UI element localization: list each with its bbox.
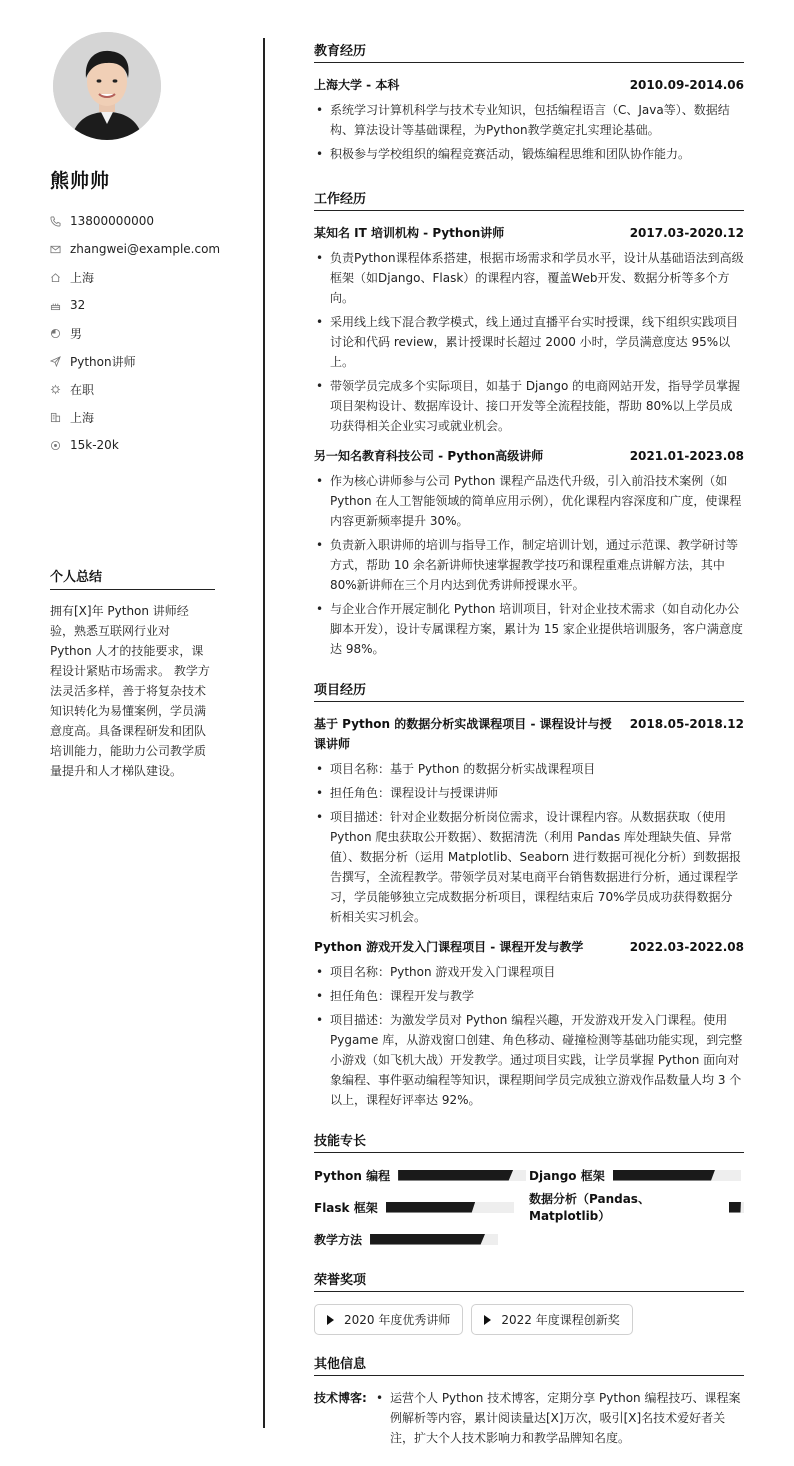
project-entry [314, 714, 744, 927]
work-title: 工作经历 [314, 188, 744, 211]
skills-list [314, 1165, 744, 1249]
contact-info-list [50, 207, 220, 459]
status-icon [50, 384, 61, 395]
skill-bar-fill [613, 1170, 715, 1181]
info-row-position [50, 347, 220, 375]
status-text: 在职 [70, 382, 95, 397]
location-text: 上海 [70, 410, 95, 425]
skill-bar [370, 1234, 498, 1245]
gender-icon [50, 328, 61, 339]
project-title: Python 游戏开发入门课程项目 - 课程开发与教学 [314, 940, 584, 954]
award-label: 2020 年度优秀讲师 [344, 1313, 451, 1327]
info-row-status [50, 375, 220, 403]
list-item: • 项目描述：为激发学员对 Python 编程兴趣，开发游戏开发入门课程。使用 Pygame 库，从游戏窗口创建、角色移动、碰撞检测等基础功能实现，到完整小游戏（如飞机大战）开发教学。通过项目实践，让学员掌握 Python 面向对象编程、事件驱动编程等知识，课程期间学员完成独立游戏作品数量人均 3 个以上，课程好评率达 92%。 [314, 1010, 744, 1110]
list-item: • 负责Python课程体系搭建，根据市场需求和学员水平，设计从基础语法到高级框架（如Django、Flask）的课程内容，覆盖Web开发、数据分析等多个方向。 [314, 248, 744, 308]
skill-bar-fill [386, 1202, 476, 1213]
education-section [314, 40, 744, 164]
school-name: 上海大学 - 本科 [314, 78, 400, 92]
avatar-portrait-icon [53, 32, 161, 140]
award-label: 2022 年度课程创新奖 [501, 1313, 620, 1327]
send-icon [50, 356, 61, 367]
other-entry [314, 1388, 744, 1448]
skill-item [529, 1192, 744, 1223]
skill-bar-fill [729, 1202, 741, 1213]
education-entry-header [314, 75, 744, 95]
project-date: 2018.05-2018.12 [629, 717, 744, 731]
city-text: 上海 [70, 270, 95, 285]
skill-bar-fill [398, 1170, 513, 1181]
mail-icon [50, 244, 61, 255]
main-column [314, 40, 744, 1448]
list-item: • 运营个人 Python 技术博客，定期分享 Python 编程技巧、课程案例解析等内容，累计阅读量达[X]万次，吸引[X]名技术爱好者关注，扩大个人技术影响力和教学品牌知名度。 [374, 1388, 744, 1448]
project-entry-header [314, 937, 744, 957]
skills-title: 技能专长 [314, 1130, 744, 1153]
list-item: • 与企业合作开展定制化 Python 培训项目，针对企业技术需求（如自动化办公脚本开发），设计专属课程方案，累计为 15 家企业提供培训服务，客户满意度达 98%。 [314, 599, 744, 659]
awards-section [314, 1269, 744, 1335]
salary-text: 15k-20k [70, 438, 119, 452]
list-item: • 带领学员完成多个实际项目，如基于 Django 的电商网站开发，指导学员掌握项目架构设计、数据库设计、接口开发等全流程技能，帮助 80%以上学员成功获得相关企业实习或就业机会。 [314, 376, 744, 436]
skill-bar [386, 1202, 514, 1213]
awards-title: 荣誉奖项 [314, 1269, 744, 1292]
education-title: 教育经历 [314, 40, 744, 63]
play-icon [327, 1315, 334, 1325]
award-item[interactable] [471, 1304, 632, 1335]
other-label: 技术博客: [314, 1391, 367, 1405]
play-icon [484, 1315, 491, 1325]
home-icon [50, 272, 61, 283]
skill-bar-fill [370, 1234, 485, 1245]
work-section [314, 188, 744, 659]
email-text: zhangwei@example.com [70, 242, 221, 256]
profile-column [50, 32, 220, 459]
position-text: Python讲师 [70, 354, 136, 369]
project-bullets [314, 962, 744, 1110]
list-item: • 采用线上线下混合教学模式，线上通过直播平台实时授课，线下组织实践项目讨论和代码 review，累计授课时长超过 2000 小时，学员满意度达 95%以上。 [314, 312, 744, 372]
list-item: • 担任角色：课程设计与授课讲师 [314, 783, 744, 803]
info-row-location [50, 403, 220, 431]
job-bullets [314, 471, 744, 659]
skill-bar [613, 1170, 741, 1181]
info-row-email [50, 235, 220, 263]
skill-item [314, 1197, 529, 1217]
list-item: • 作为核心讲师参与公司 Python 课程产品迭代升级，引入前沿技术案例（如 Python 在人工智能领域的简单应用示例），优化课程内容深度和广度，使课程内容更新频率提升 30%。 [314, 471, 744, 531]
other-bullets [374, 1388, 744, 1448]
job-date: 2021.01-2023.08 [629, 449, 744, 463]
phone-text: 13800000000 [70, 214, 154, 228]
skill-bar [729, 1202, 744, 1213]
project-date: 2022.03-2022.08 [629, 940, 744, 954]
other-section [314, 1353, 744, 1448]
education-date: 2010.09-2014.06 [629, 78, 744, 92]
info-row-age [50, 291, 220, 319]
job-date: 2017.03-2020.12 [629, 226, 744, 240]
skills-section [314, 1130, 744, 1249]
info-row-gender [50, 319, 220, 347]
info-row-phone [50, 207, 220, 235]
list-item: • 负责新入职讲师的培训与指导工作，制定培训计划，通过示范课、教学研讨等方式，帮助 10 余名新讲师快速掌握教学技巧和课程重难点讲解方法，其中 80%新讲师在三个月内达到优秀讲师授课水平。 [314, 535, 744, 595]
work-entry [314, 223, 744, 436]
project-title: 基于 Python 的数据分析实战课程项目 - 课程设计与授课讲师 [314, 717, 612, 751]
project-bullets [314, 759, 744, 927]
project-entry-header [314, 714, 744, 754]
job-title: 另一知名教育科技公司 - Python高级讲师 [314, 449, 544, 463]
list-item: • 积极参与学校组织的编程竞赛活动，锻炼编程思维和团队协作能力。 [314, 144, 744, 164]
summary-text: 拥有[X]年 Python 讲师经验，熟悉互联网行业对 Python 人才的技能要求，课程设计紧贴市场需求。 教学方法灵活多样，善于将复杂技术知识转化为易懂案例，学员满意度高。具备课程研发和团队培训能力，能助力公司教学质量提升和人才梯队建设。 [50, 604, 210, 778]
avatar [53, 32, 161, 140]
projects-title: 项目经历 [314, 679, 744, 702]
candidate-name: 熊帅帅 [50, 170, 111, 192]
work-entry-header [314, 223, 744, 243]
skill-item [314, 1165, 529, 1185]
award-item[interactable] [314, 1304, 463, 1335]
project-entry [314, 937, 744, 1110]
job-title: 某知名 IT 培训机构 - Python讲师 [314, 226, 505, 240]
column-divider [263, 38, 265, 1428]
building-icon [50, 412, 61, 423]
education-bullets [314, 100, 744, 164]
gender-text: 男 [70, 326, 83, 341]
salary-icon [50, 440, 61, 451]
phone-icon [50, 216, 61, 227]
skill-name: Python 编程 [314, 1168, 391, 1183]
awards-list [314, 1304, 744, 1335]
job-bullets [314, 248, 744, 436]
list-item: • 项目描述：针对企业数据分析岗位需求，设计课程内容。从数据获取（使用 Python 爬虫获取公开数据）、数据清洗（利用 Pandas 库处理缺失值、异常值）、数据分析（运用 Matplotlib、Seaborn 进行数据可视化分析）到数据报告撰写，全流程教学。带领学员对某电商平台销售数据进行分析，通过课程学习，学员能够独立完成数据分析项目，课程结束后 70%学员成功获得数据分析相关实习机会。 [314, 807, 744, 927]
age-icon [50, 300, 61, 311]
work-entry-header [314, 446, 744, 466]
list-item: • 系统学习计算机科学与技术专业知识，包括编程语言（C、Java等）、数据结构、算法设计等基础课程，为Python教学奠定扎实理论基础。 [314, 100, 744, 140]
work-entry [314, 446, 744, 659]
skill-name: 数据分析（Pandas、Matplotlib） [529, 1192, 650, 1223]
skill-name: Django 框架 [529, 1168, 605, 1183]
list-item: • 担任角色：课程开发与教学 [314, 986, 744, 1006]
skill-name: 教学方法 [314, 1232, 363, 1247]
skill-bar [398, 1170, 526, 1181]
age-text: 32 [70, 298, 86, 312]
skill-name: Flask 框架 [314, 1200, 378, 1215]
info-row-salary [50, 431, 220, 459]
summary-title: 个人总结 [50, 566, 215, 590]
other-title: 其他信息 [314, 1353, 744, 1376]
skill-item [529, 1165, 744, 1185]
skill-item [314, 1229, 529, 1249]
projects-section [314, 679, 744, 1110]
list-item: • 项目名称：基于 Python 的数据分析实战课程项目 [314, 759, 744, 779]
info-row-city [50, 263, 220, 291]
list-item: • 项目名称：Python 游戏开发入门课程项目 [314, 962, 744, 982]
